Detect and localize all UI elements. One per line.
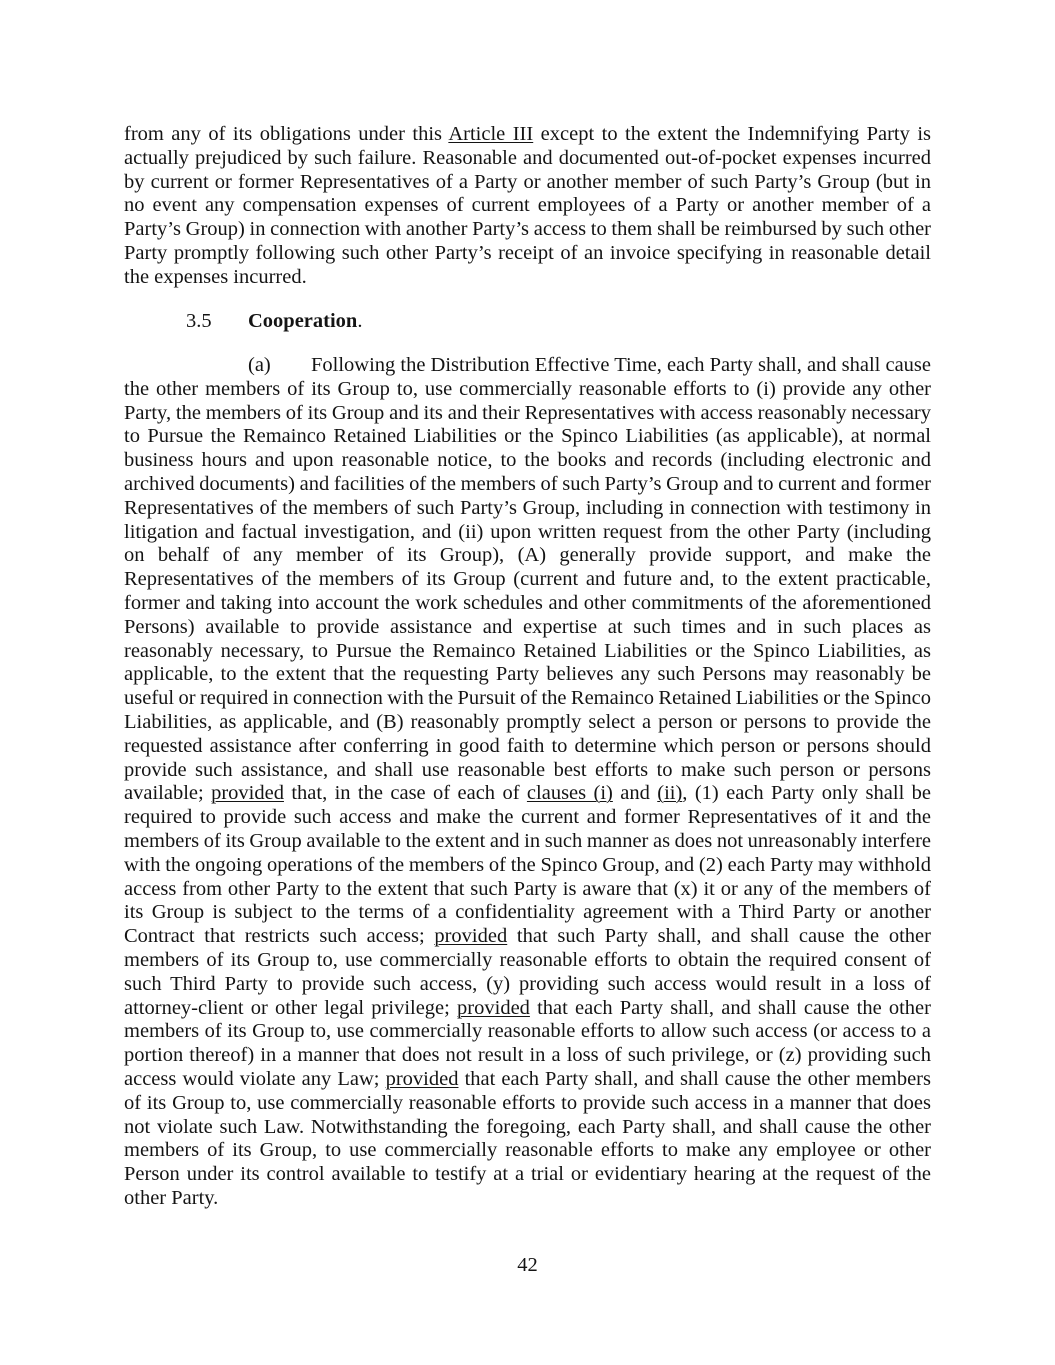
paragraph-line: [124, 1163, 931, 1187]
cross-reference: clauses (i): [526, 782, 613, 805]
line-text: access from other Party to the extent that such Party is aware that (x) it or any of the members of: [124, 877, 931, 900]
line-text: members of its Group available to the extent and in such manner as does not unreasonably interfere: [124, 829, 931, 852]
paragraph-line: [124, 1020, 931, 1044]
line-text: the other members of its Group to, use commercially reasonable efforts to (i) provide any other: [124, 377, 931, 400]
section-title: Cooperation: [248, 310, 358, 332]
subsection-a-paragraph: [124, 354, 931, 1211]
line-text-segment: except to the extent the Indemnifying Party is: [533, 123, 932, 145]
paragraph-line: [124, 806, 931, 830]
line-text: applicable, to the extent that the requesting Party believes any such Persons may reasonably be: [124, 663, 931, 686]
line-text: Party, the members of its Group and its and their Representatives with access reasonably necessary: [124, 401, 931, 424]
paragraph-line: [124, 973, 931, 997]
line-text: [124, 1068, 931, 1090]
line-text: [124, 123, 931, 145]
line-text: Liabilities, as applicable, and (B) reasonably promptly select a person or persons to provide the: [124, 710, 931, 733]
line-text: Party promptly following such other Party’s receipt of an invoice specifying in reasonable detail: [124, 241, 931, 264]
section-heading: [124, 310, 931, 334]
line-text: reasonably necessary, to Pursue the Remainco Retained Liabilities or the Spinco Liabilities, as: [124, 639, 931, 662]
line-text: no event any compensation expenses of current employees of a Party or another member of a: [124, 194, 931, 217]
line-text: [124, 782, 931, 804]
line-text: business hours and upon reasonable notice, to the books and records (including electronic and: [124, 449, 931, 472]
line-text: such Third Party to provide such access, (y) providing such access would result in a loss of: [124, 972, 931, 995]
provided-term: provided: [385, 1067, 459, 1090]
line-text: members of its Group, to use commercially reasonable efforts to make any employee or other: [124, 1139, 931, 1162]
line-text: [124, 997, 931, 1019]
line-text-segment: attorney-client or other legal privilege;: [124, 996, 458, 1019]
section-title-wrap: [248, 310, 362, 334]
provided-term: provided: [211, 782, 284, 805]
line-text: actually prejudiced by such failure. Reasonable and documented out-of-pocket expenses incurred: [124, 146, 931, 169]
paragraph-line: [124, 1139, 931, 1163]
paragraph-line: [124, 1068, 931, 1092]
paragraph-line: [124, 925, 931, 949]
line-text-segment: access would violate any Law;: [124, 1067, 386, 1090]
line-text: of its Group to, use commercially reasonable efforts to provide such access in a manner that does: [124, 1091, 931, 1114]
paragraph-line: [124, 949, 931, 973]
paragraph-line: [124, 147, 931, 171]
paragraph-line: [124, 194, 931, 218]
line-text: archived documents) and facilities of the members of such Party’s Group and to current and former: [124, 472, 931, 495]
paragraph-line: [124, 497, 931, 521]
line-text-segment: that each Party shall, and shall cause the other members: [458, 1067, 931, 1090]
provided-term: provided: [434, 925, 508, 948]
section-title-period: .: [357, 310, 363, 332]
paragraph-line: [124, 1092, 931, 1116]
line-text: former and taking into account the work schedules and other commitments of the aforementioned: [124, 591, 931, 614]
line-text-segment: , (1) each Party only shall be: [682, 782, 931, 805]
paragraph-line: [124, 997, 931, 1021]
paragraph-line: [124, 123, 931, 147]
paragraph-line: [124, 878, 931, 902]
line-text-segment: and: [612, 782, 658, 805]
provided-term: provided: [457, 996, 530, 1019]
paragraph-line: [124, 242, 931, 266]
paragraph-line: [124, 171, 931, 195]
line-text-segment: available;: [124, 782, 212, 805]
line-text-segment: Contract that restricts such access;: [124, 925, 435, 948]
line-text: members of its Group to, use commercially reasonable efforts to obtain the required consent of: [124, 948, 931, 971]
line-text: other Party.: [124, 1186, 219, 1209]
line-text-segment: from any of its obligations under this: [124, 123, 449, 145]
paragraph-line: [124, 1044, 931, 1068]
paragraph-line: [124, 663, 931, 687]
paragraph-line: [124, 640, 931, 664]
paragraph-line: [124, 544, 931, 568]
line-text: the expenses incurred.: [124, 265, 307, 288]
line-text: useful or required in connection with the Pursuit of the Remainco Retained Liabilities or the Spinco: [124, 687, 931, 710]
paragraph-line: [124, 473, 931, 497]
paragraph-last-line: [124, 1187, 931, 1211]
section-number: 3.5: [186, 310, 212, 332]
line-text: Following the Distribution Effective Time, each Party shall, and shall cause: [311, 354, 931, 376]
paragraph-line: [124, 425, 931, 449]
line-text: Representatives of the members of its Group (current and future and, to the extent practicable,: [124, 568, 931, 591]
line-text: required to provide such access and make the current and former Representatives of it and the: [124, 806, 931, 829]
paragraph-line: [124, 616, 931, 640]
paragraph-line: [124, 218, 931, 242]
paragraph-line: [124, 521, 931, 545]
paragraph-line: [124, 592, 931, 616]
paragraph-line: [124, 568, 931, 592]
line-text: Party’s Group) in connection with another Party’s access to them shall be reimbursed by such other: [124, 218, 931, 241]
line-text: by current or former Representatives of a Party or another member of such Party’s Group (but in: [124, 170, 931, 193]
paragraph-line: [124, 711, 931, 735]
paragraph-last-line: [124, 266, 931, 290]
line-text: provide such assistance, and shall use reasonable best efforts to make such person or persons: [124, 758, 931, 781]
paragraph-line: [124, 1116, 931, 1140]
paragraph-line: [124, 402, 931, 426]
paragraph-line: [124, 854, 931, 878]
line-text: Persons) available to provide assistance and expertise at such times and in such places as: [124, 615, 931, 638]
line-text: portion thereof) in a manner that does not result in a loss of such privilege, or (z) providing such: [124, 1044, 931, 1067]
continuation-paragraph: [124, 123, 931, 290]
line-text: requested assistance after conferring in good faith to determine which person or persons should: [124, 734, 931, 757]
line-text: its Group is subject to the terms of a confidentiality agreement with a Third Party or another: [124, 901, 931, 924]
line-text: Representatives of the members of such Party’s Group, including in connection with testimony in: [124, 496, 931, 519]
paragraph-line: [124, 759, 931, 783]
page-number: 42: [517, 1254, 538, 1276]
paragraph-line: [124, 782, 931, 806]
line-text: to Pursue the Remainco Retained Liabilities or the Spinco Liabilities (as applicable), at normal: [124, 425, 931, 448]
line-text: with the ongoing operations of the members of the Spinco Group, and (2) each Party may withhold: [124, 853, 931, 876]
line-text: on behalf of any member of its Group), (A) generally provide support, and make the: [124, 544, 931, 567]
line-text-segment: that, in the case of each of: [283, 782, 527, 805]
line-text-segment: that such Party shall, and shall cause the other: [507, 925, 931, 948]
paragraph-line: [124, 449, 931, 473]
paragraph-line: [124, 687, 931, 711]
cross-reference: Article III: [448, 123, 534, 145]
paragraph-line: [124, 354, 931, 378]
subsection-label: (a): [248, 354, 271, 376]
line-text: not violate such Law. Notwithstanding the foregoing, each Party shall, and shall cause the other: [124, 1115, 931, 1138]
line-text: [124, 925, 931, 947]
paragraph-line: [124, 830, 931, 854]
paragraph-line: [124, 378, 931, 402]
line-text: Person under its control available to testify at a trial or evidentiary hearing at the request of the: [124, 1163, 931, 1186]
line-text: litigation and factual investigation, and (ii) upon written request from the other Party (including: [124, 520, 931, 543]
line-text: members of its Group to, use commercially reasonable efforts to allow such access (or access to a: [124, 1020, 931, 1043]
paragraph-line: [124, 735, 931, 759]
paragraph-line: [124, 901, 931, 925]
cross-reference: (ii): [657, 782, 683, 805]
line-text-segment: that each Party shall, and shall cause the other: [529, 996, 931, 1019]
